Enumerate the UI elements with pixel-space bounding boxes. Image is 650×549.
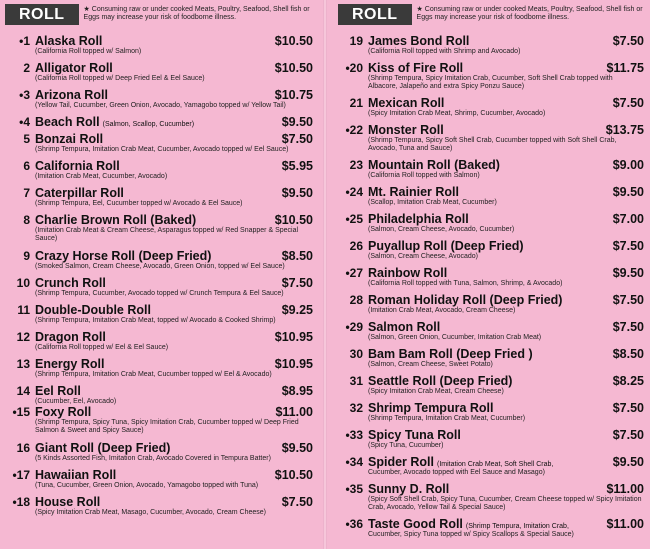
item-description: (Tuna, Cucumber, Green Onion, Avocado, Yamagobo topped with Tuna) bbox=[35, 482, 259, 489]
menu-item-line bbox=[5, 213, 313, 227]
section-badge: ROLL bbox=[5, 4, 79, 25]
item-name bbox=[368, 401, 613, 415]
menu-item bbox=[5, 115, 313, 132]
item-name bbox=[35, 357, 275, 371]
menu-item bbox=[5, 303, 313, 330]
item-number: •3 bbox=[19, 88, 30, 102]
item-description: Cucumber, Spicy Tuna topped w/ Spicy Scallops & Special Sauce) bbox=[368, 531, 574, 538]
right-header bbox=[338, 4, 644, 28]
item-price: $7.50 bbox=[612, 320, 644, 334]
item-name bbox=[368, 347, 613, 361]
menu-item-line bbox=[338, 212, 644, 226]
menu-item-line bbox=[5, 405, 313, 419]
menu-item-line bbox=[338, 96, 644, 110]
item-inline-description: (Salmon, Scallop, Cucumber) bbox=[102, 121, 195, 128]
menu-item bbox=[338, 517, 644, 544]
left-menu-list bbox=[5, 34, 313, 522]
item-description: (Yellow Tail, Cucumber, Green Onion, Avocado, Yamagobo topped w/ Yellow Tail) bbox=[35, 102, 286, 109]
item-description: (Spicy Imitation Crab Meat, Masago, Cucumber, Avocado, Cream Cheese) bbox=[35, 509, 266, 516]
raw-food-warning bbox=[84, 6, 313, 22]
raw-food-warning bbox=[417, 6, 644, 22]
menu-item bbox=[5, 213, 313, 249]
menu-item-line bbox=[5, 249, 313, 263]
menu-item-line bbox=[5, 468, 313, 482]
menu-item bbox=[338, 185, 644, 212]
item-description: (Imitation Crab Meat, Avocado, Cream Cheese) bbox=[368, 307, 516, 314]
item-name bbox=[368, 212, 613, 226]
item-price: $10.50 bbox=[274, 468, 313, 482]
item-name bbox=[35, 276, 282, 290]
item-description: (Shrimp Tempura, Imitation Crab Meat, Cucumber topped w/ Eel & Avocado) bbox=[35, 371, 272, 378]
menu-item bbox=[338, 34, 644, 61]
item-price: $10.75 bbox=[274, 88, 313, 102]
menu-item-line bbox=[5, 159, 313, 173]
item-name bbox=[35, 405, 275, 419]
item-number: 26 bbox=[349, 239, 363, 253]
menu-item bbox=[338, 212, 644, 239]
item-name-text: Alligator Roll bbox=[35, 61, 113, 75]
star-icon: ★ bbox=[83, 6, 90, 13]
item-description: (Spicy Imitation Crab Meat, Cream Cheese) bbox=[368, 388, 504, 395]
menu-item-line bbox=[5, 61, 313, 75]
menu-item-line bbox=[338, 158, 644, 172]
item-number: 31 bbox=[349, 374, 363, 388]
item-name-text: Caterpillar Roll bbox=[35, 186, 124, 200]
menu-item bbox=[338, 123, 644, 158]
item-price: $7.00 bbox=[612, 212, 644, 226]
item-name bbox=[368, 123, 606, 137]
item-name bbox=[35, 495, 282, 509]
item-description: (California Roll topped w/ Eel & Eel Sauce) bbox=[35, 344, 169, 351]
item-price: $5.95 bbox=[281, 159, 313, 173]
item-name bbox=[35, 468, 275, 482]
page-fold bbox=[323, 0, 327, 549]
item-name-text: Hawaiian Roll bbox=[35, 468, 117, 482]
item-number: 12 bbox=[16, 330, 30, 344]
menu-item bbox=[5, 405, 313, 441]
item-name bbox=[368, 374, 613, 388]
item-description: (Salmon, Cream Cheese, Sweet Potato) bbox=[368, 361, 493, 368]
item-name-text: Rainbow Roll bbox=[368, 266, 448, 280]
item-number: 28 bbox=[349, 293, 363, 307]
item-number: •17 bbox=[12, 468, 30, 482]
item-name bbox=[368, 96, 613, 110]
item-number: •1 bbox=[19, 34, 30, 48]
item-price: $10.50 bbox=[274, 213, 313, 227]
item-name bbox=[35, 186, 282, 200]
item-price: $9.50 bbox=[612, 455, 644, 469]
item-name bbox=[368, 455, 613, 469]
item-name bbox=[368, 482, 606, 496]
right-column bbox=[338, 4, 644, 544]
item-description: (Shrimp Tempura, Spicy Tuna, Spicy Imitation Crab, Cucumber topped w/ Deep Fried Salmon & Sweet and Spicy Sauce) bbox=[35, 419, 299, 435]
item-description: (Spicy Tuna, Cucumber) bbox=[368, 442, 444, 449]
item-name-text: Dragon Roll bbox=[35, 330, 106, 344]
item-price: $7.50 bbox=[281, 495, 313, 509]
item-name-text: Mt. Rainier Roll bbox=[368, 185, 459, 199]
menu-item-line bbox=[338, 239, 644, 253]
item-name bbox=[35, 132, 282, 146]
item-name-text: Energy Roll bbox=[35, 357, 105, 371]
menu-item-line bbox=[5, 276, 313, 290]
item-description: (California Roll topped with Tuna, Salmon, Shrimp, & Avocado) bbox=[368, 280, 563, 287]
menu-item-line bbox=[338, 185, 644, 199]
menu-item bbox=[338, 61, 644, 96]
item-price: $9.25 bbox=[281, 303, 313, 317]
item-name-text: Spicy Tuna Roll bbox=[368, 428, 461, 442]
left-column bbox=[5, 4, 313, 522]
item-price: $7.50 bbox=[612, 428, 644, 442]
item-number: 9 bbox=[23, 249, 30, 263]
item-description: Cucumber, Avocado topped with Eel Sauce and Masago) bbox=[368, 469, 545, 476]
item-name bbox=[368, 428, 613, 442]
menu-item-line bbox=[338, 517, 644, 531]
item-number: 5 bbox=[23, 132, 30, 146]
menu-item-line bbox=[338, 123, 644, 137]
menu-item-line bbox=[5, 186, 313, 200]
item-number: •34 bbox=[345, 455, 363, 469]
menu-item bbox=[5, 384, 313, 405]
item-price: $8.50 bbox=[281, 249, 313, 263]
item-number: 19 bbox=[349, 34, 363, 48]
item-number: 10 bbox=[16, 276, 30, 290]
menu-item bbox=[338, 347, 644, 374]
item-name-text: Crunch Roll bbox=[35, 276, 106, 290]
item-description: (Shrimp Tempura, Imitation Crab Meat, topped w/ Avocado & Cooked Shrimp) bbox=[35, 317, 276, 324]
item-price: $10.50 bbox=[274, 61, 313, 75]
item-description: (California Roll topped w/ Deep Fried Eel & Eel Sauce) bbox=[35, 75, 205, 82]
menu-item-line bbox=[338, 61, 644, 75]
item-name-text: Puyallup Roll (Deep Fried) bbox=[368, 239, 524, 253]
item-number: 7 bbox=[23, 186, 30, 200]
menu-item-line bbox=[5, 384, 313, 398]
item-price: $11.00 bbox=[606, 482, 644, 496]
item-price: $10.50 bbox=[274, 34, 313, 48]
item-description: (Salmon, Green Onion, Cucumber, Imitation Crab Meat) bbox=[368, 334, 542, 341]
item-name bbox=[368, 320, 613, 334]
item-name-text: Shrimp Tempura Roll bbox=[368, 401, 494, 415]
item-name bbox=[35, 88, 275, 102]
section-badge: ROLL bbox=[338, 4, 412, 25]
item-price: $8.25 bbox=[612, 374, 644, 388]
item-name-text: Arizona Roll bbox=[35, 88, 108, 102]
item-name bbox=[368, 61, 606, 75]
menu-item bbox=[5, 186, 313, 213]
item-name-text: Philadelphia Roll bbox=[368, 212, 469, 226]
item-price: $10.95 bbox=[274, 330, 313, 344]
item-description: (Shrimp Tempura, Spicy Soft Shell Crab, Cucumber topped with Soft Shell Crab, Avocado, Tuna and Sauce) bbox=[368, 137, 617, 153]
item-price: $9.50 bbox=[281, 186, 313, 200]
item-number: •4 bbox=[19, 115, 30, 129]
item-number: 32 bbox=[349, 401, 363, 415]
menu-item-line bbox=[5, 495, 313, 509]
menu-item bbox=[5, 88, 313, 115]
item-inline-description: (Shrimp Tempura, Imitation Crab, bbox=[465, 523, 569, 530]
menu-item bbox=[5, 34, 313, 61]
menu-item bbox=[338, 320, 644, 347]
item-price: $9.50 bbox=[612, 266, 644, 280]
item-name bbox=[35, 249, 282, 263]
item-name bbox=[35, 441, 282, 455]
item-description: (Spicy Soft Shell Crab, Spicy Tuna, Cucumber, Cream Cheese topped w/ Spicy Imitation Crab, Avocado, Yellow Tail & Special Sauce) bbox=[368, 496, 642, 512]
item-name-text: Alaska Roll bbox=[35, 34, 103, 48]
item-price: $7.50 bbox=[281, 132, 313, 146]
item-name-text: Bam Bam Roll (Deep Fried ) bbox=[368, 347, 533, 361]
item-price: $7.50 bbox=[612, 239, 644, 253]
menu-item-line bbox=[5, 115, 313, 129]
menu-item-line bbox=[338, 347, 644, 361]
item-number: •15 bbox=[12, 405, 30, 419]
item-name-text: Charlie Brown Roll (Baked) bbox=[35, 213, 197, 227]
item-description: (Shrimp Tempura, Imitation Crab Meat, Cucumber, Avocado topped w/ Eel Sauce) bbox=[35, 146, 289, 153]
item-name-text: Taste Good Roll bbox=[368, 517, 463, 531]
item-name-text: James Bond Roll bbox=[368, 34, 470, 48]
item-description: (Cucumber, Eel, Avocado) bbox=[35, 398, 117, 405]
item-name-text: Crazy Horse Roll (Deep Fried) bbox=[35, 249, 212, 263]
menu-item bbox=[338, 401, 644, 428]
star-icon: ★ bbox=[416, 6, 423, 13]
menu-item bbox=[5, 357, 313, 384]
item-price: $9.50 bbox=[281, 115, 313, 129]
item-description: (California Roll topped w/ Salmon) bbox=[35, 48, 142, 55]
menu-item-line bbox=[338, 482, 644, 496]
item-name bbox=[368, 266, 613, 280]
item-name bbox=[35, 34, 275, 48]
menu-item-line bbox=[338, 266, 644, 280]
menu-item bbox=[338, 455, 644, 482]
menu-item bbox=[5, 276, 313, 303]
item-price: $8.95 bbox=[281, 384, 313, 398]
item-name bbox=[368, 34, 613, 48]
item-description: (Shrimp Tempura, Eel, Cucumber topped w/ Avocado & Eel Sauce) bbox=[35, 200, 243, 207]
menu-item bbox=[5, 132, 313, 159]
menu-item-line bbox=[338, 34, 644, 48]
item-price: $7.50 bbox=[281, 276, 313, 290]
item-number: 23 bbox=[349, 158, 363, 172]
item-number: 30 bbox=[349, 347, 363, 361]
menu-item-line bbox=[338, 455, 644, 469]
menu-item bbox=[338, 158, 644, 185]
item-name-text: Roman Holiday Roll (Deep Fried) bbox=[368, 293, 563, 307]
menu-item-line bbox=[5, 34, 313, 48]
item-price: $8.50 bbox=[612, 347, 644, 361]
item-price: $9.00 bbox=[612, 158, 644, 172]
item-name-text: Salmon Roll bbox=[368, 320, 441, 334]
item-name-text: Mexican Roll bbox=[368, 96, 445, 110]
item-number: •36 bbox=[345, 517, 363, 531]
item-name bbox=[35, 159, 282, 173]
item-description: (Shrimp Tempura, Spicy Imitation Crab, Cucumber, Soft Shell Crab topped with Albacore, Jalapeño and extra Spicy Ponzu Sauce) bbox=[368, 75, 613, 91]
item-description: (Imitation Crab Meat & Cream Cheese, Asparagus topped w/ Red Snapper & Special Sauce) bbox=[35, 227, 299, 243]
item-description: (California Roll topped with Salmon) bbox=[368, 172, 480, 179]
item-price: $11.00 bbox=[275, 405, 313, 419]
menu-item bbox=[338, 266, 644, 293]
item-name bbox=[35, 384, 282, 398]
item-price: $7.50 bbox=[612, 293, 644, 307]
menu-item bbox=[5, 159, 313, 186]
item-name bbox=[368, 293, 613, 307]
item-price: $7.50 bbox=[612, 96, 644, 110]
menu-item bbox=[338, 96, 644, 123]
item-name-text: Kiss of Fire Roll bbox=[368, 61, 464, 75]
item-number: •27 bbox=[345, 266, 363, 280]
item-name-text: House Roll bbox=[35, 495, 101, 509]
menu-item-line bbox=[5, 303, 313, 317]
item-price: $7.50 bbox=[612, 401, 644, 415]
menu-item-line bbox=[338, 428, 644, 442]
item-name-text: Eel Roll bbox=[35, 384, 81, 398]
item-price: $11.75 bbox=[606, 61, 644, 75]
item-name-text: Foxy Roll bbox=[35, 405, 92, 419]
menu-item bbox=[5, 495, 313, 522]
item-description: (5 Kinds Assorted Fish, Imitation Crab, Avocado Covered in Tempura Batter) bbox=[35, 455, 271, 462]
item-name bbox=[35, 303, 282, 317]
item-number: •33 bbox=[345, 428, 363, 442]
item-name bbox=[35, 61, 275, 75]
item-number: 11 bbox=[17, 303, 30, 317]
item-name bbox=[368, 158, 613, 172]
item-description: (Salmon, Cream Cheese, Avocado) bbox=[368, 253, 478, 260]
item-number: 2 bbox=[23, 61, 30, 75]
menu-item bbox=[338, 239, 644, 266]
item-name-text: Double-Double Roll bbox=[35, 303, 151, 317]
menu-item bbox=[5, 330, 313, 357]
item-number: •22 bbox=[345, 123, 363, 137]
item-name-text: Monster Roll bbox=[368, 123, 444, 137]
item-name-text: Beach Roll bbox=[35, 115, 100, 129]
menu-item bbox=[5, 249, 313, 276]
item-price: $9.50 bbox=[612, 185, 644, 199]
item-number: •18 bbox=[12, 495, 30, 509]
menu-item-line bbox=[338, 293, 644, 307]
item-description: (Shrimp Tempura, Cucumber, Avocado topped w/ Crunch Tempura & Eel Sauce) bbox=[35, 290, 284, 297]
item-inline-description: (Imitation Crab Meat, Soft Shell Crab, bbox=[436, 461, 554, 468]
item-description: (Imitation Crab Meat, Cucumber, Avocado) bbox=[35, 173, 168, 180]
menu-item bbox=[338, 374, 644, 401]
item-price: $9.50 bbox=[281, 441, 313, 455]
menu-item bbox=[5, 441, 313, 468]
item-name bbox=[35, 330, 275, 344]
item-name-text: California Roll bbox=[35, 159, 120, 173]
left-header bbox=[5, 4, 313, 28]
item-description: (Salmon, Cream Cheese, Avocado, Cucumber) bbox=[368, 226, 515, 233]
menu-item bbox=[338, 293, 644, 320]
item-name-text: Bonzai Roll bbox=[35, 132, 104, 146]
menu-item-line bbox=[5, 132, 313, 146]
item-description: (California Roll topped with Shrimp and Avocado) bbox=[368, 48, 521, 55]
menu-item bbox=[338, 428, 644, 455]
item-number: 8 bbox=[23, 213, 30, 227]
item-number: 16 bbox=[16, 441, 30, 455]
item-number: •20 bbox=[345, 61, 363, 75]
menu-item-line bbox=[338, 320, 644, 334]
item-number: 13 bbox=[16, 357, 30, 371]
menu-item-line bbox=[338, 401, 644, 415]
item-name-text: Giant Roll (Deep Fried) bbox=[35, 441, 171, 455]
warning-text: Consuming raw or under cooked Meats, Poultry, Seafood, Shell fish or Eggs may increase your risk of foodborne illness. bbox=[416, 6, 643, 21]
item-number: 6 bbox=[23, 159, 30, 173]
item-name bbox=[368, 239, 613, 253]
item-number: •24 bbox=[345, 185, 363, 199]
menu-item-line bbox=[5, 357, 313, 371]
item-name-text: Seattle Roll (Deep Fried) bbox=[368, 374, 513, 388]
item-name-text: Spider Roll bbox=[368, 455, 434, 469]
item-description: (Scallop, Imitation Crab Meat, Cucumber) bbox=[368, 199, 497, 206]
menu-item-line bbox=[5, 88, 313, 102]
item-name-text: Sunny D. Roll bbox=[368, 482, 450, 496]
item-number: 21 bbox=[349, 96, 363, 110]
item-name bbox=[35, 115, 282, 129]
menu-item bbox=[5, 468, 313, 495]
menu-item bbox=[338, 482, 644, 517]
right-menu-list bbox=[338, 34, 644, 544]
item-name-text: Mountain Roll (Baked) bbox=[368, 158, 500, 172]
item-number: •25 bbox=[345, 212, 363, 226]
item-description: (Smoked Salmon, Cream Cheese, Avocado, Green Onion, topped w/ Eel Sauce) bbox=[35, 263, 285, 270]
item-number: •35 bbox=[345, 482, 363, 496]
menu-item-line bbox=[5, 330, 313, 344]
item-price: $11.00 bbox=[606, 517, 644, 531]
menu-item-line bbox=[5, 441, 313, 455]
menu-item bbox=[5, 61, 313, 88]
item-name bbox=[35, 213, 275, 227]
item-price: $10.95 bbox=[274, 357, 313, 371]
item-price: $7.50 bbox=[612, 34, 644, 48]
item-name bbox=[368, 517, 606, 531]
item-name bbox=[368, 185, 613, 199]
item-number: 14 bbox=[16, 384, 30, 398]
item-number: •29 bbox=[345, 320, 363, 334]
item-price: $13.75 bbox=[605, 123, 644, 137]
warning-text: Consuming raw or under cooked Meats, Poultry, Seafood, Shell fish or Eggs may increase your risk of foodborne illness. bbox=[83, 6, 310, 21]
menu-item-line bbox=[338, 374, 644, 388]
item-description: (Shrimp Tempura, Imitation Crab Meat, Cucumber) bbox=[368, 415, 526, 422]
item-description: (Spicy Imitation Crab Meat, Shrimp, Cucumber, Avocado) bbox=[368, 110, 546, 117]
